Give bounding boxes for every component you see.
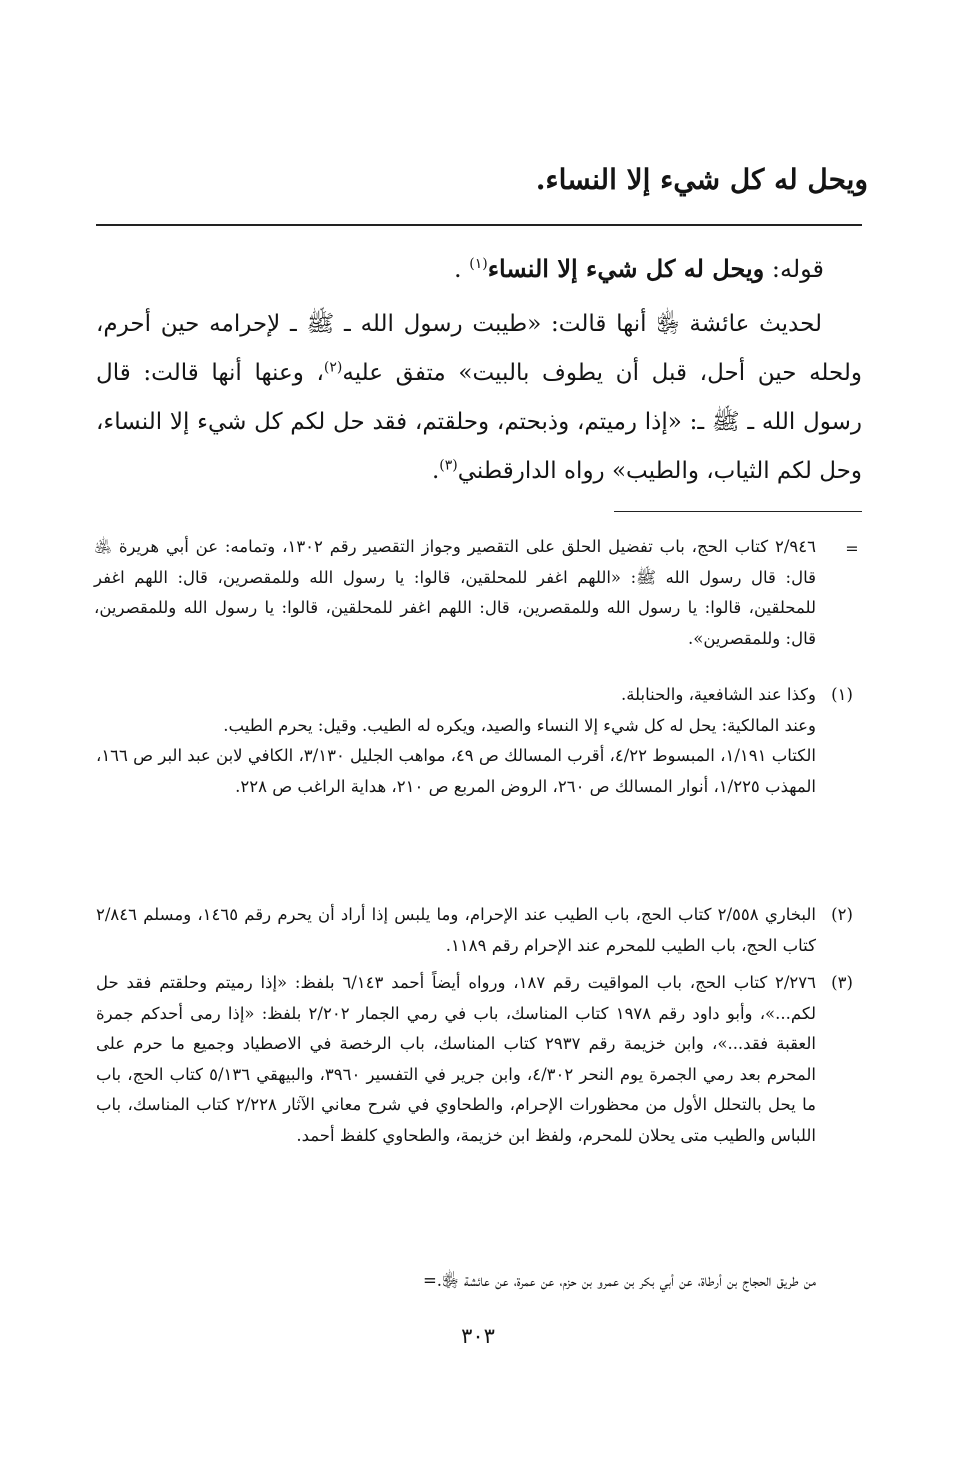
section-title: ويحل له كل شيء إلا النساء. — [535, 163, 868, 196]
footnote-tail: من طريق الحجاج بن أرطاة، عن أبي بكر بن عمرو بن حزم، عن عمرة، عن عائشة ﵂.= — [422, 1271, 816, 1290]
footnote-3 — [96, 968, 862, 1151]
page-number: ٣٠٣ — [461, 1324, 495, 1348]
paragraph-end: . — [431, 458, 440, 484]
footnote-ref-1: (١) — [469, 256, 488, 272]
paragraph-part-2: ، وعنها أنها قالت: قال رسول الله ـ ﷺ ـ: «إذا رميتم، وذبحتم، وحلقتم، فقد حل لكم كل شيء إلا النساء، وحل لكم الثياب، والطيب» رواه الدارقطني — [96, 360, 862, 484]
main-paragraph — [96, 300, 862, 496]
footnote-2-text: البخاري ٢/٥٥٨ كتاب الحج، باب الطيب عند الإحرام، وما يلبس إذا أراد أن يحرم رقم ١٤٦٥، ومسلم ٢/٨٤٦ كتاب الحج، باب الطيب للمحرم عند الإحرام رقم ١١٨٩. — [96, 905, 816, 955]
footnote-divider — [614, 511, 862, 512]
lead-prefix: قوله: — [771, 255, 824, 283]
lead-line — [104, 246, 824, 292]
footnote-1-line: وكذا عند الشافعية، والحنابلة. — [620, 685, 816, 704]
lead-quote: ويحل له كل شيء إلا النساء — [487, 254, 765, 283]
footnote-1-line: الكتاب ١/١٩١، المبسوط ٤/٢٢، أقرب المسالك ص ٤٩، مواهب الجليل ٣/١٣٠، الكافي لابن عبد البر ص ١٦٦، المهذب ١/٢٢٥، أنوار المسالك ص ٢٦٠، الروض المربع ص ٢١٠، هداية الراغب ص ٢٢٨. — [95, 746, 816, 796]
footnote-1-number: (١) — [831, 685, 853, 704]
footnote-2-number: (٢) — [831, 905, 853, 924]
title-divider — [96, 224, 862, 226]
footnote-3-text: ٢/٢٧٦ كتاب الحج، باب المواقيت رقم ١٨٧، ورواه أيضاً أحمد ٦/١٤٣ بلفظ: «إذا رميتم وحلقتم فقد حل لكم...»، وأبو داود رقم ١٩٧٨ كتاب المناسك، باب في رمي الجمار ٢/٢٠٢ بلفظ: «إذا رمى أحدكم جمرة العقبة فقد...»، وابن خزيمة رقم ٢٩٣٧ كتاب المناسك، باب الرخصة في الاصطياد وجميع ما حرم على المحرم بعد رمي الجمرة يوم النحر ٤/٣٠٢، وابن جرير في التفسير ٣٩٦٠، والبيهقي ٥/١٣٦ كتاب الحج، باب ما يحل بالتحلل الأول من محظورات الإحرام، والطحاوي في شرح معاني الآثار ٢/٢٢٨ كتاب المناسك، باب اللباس والطيب متى يحلان للمحرم، ولفظ ابن خزيمة، والطحاوي كلفظ أحمد. — [96, 973, 817, 1145]
footnote-ref-3: (٣) — [439, 457, 458, 474]
footnote-continuation: ٢/٩٤٦ كتاب الحج، باب تفضيل الحلق على التقصير وجواز التقصير رقم ١٣٠٢، وتمامه: عن أبي هريرة ﵁ قال: قال رسول الله ﷺ: «اللهم اغفر للمحلقين، قالوا: يا رسول الله وللمقصرين، قال: اللهم اغفر للمحلقين، قالوا: يا رسول الله وللمقصرين، قال: اللهم اغفر للمحلقين، قالوا: يا رسول الله وللمقصرين، قال: وللمقصرين». — [94, 537, 816, 648]
footnote-1-line: وعند المالكية: يحل له كل شيء إلا النساء والصيد، ويكره له الطيب. وقيل: يحرم الطيب. — [223, 715, 816, 735]
footnote-3-number: (٣) — [831, 973, 853, 992]
footnote-ref-2: (٢) — [323, 359, 343, 376]
lead-end: . — [453, 255, 462, 283]
paragraph-part-1: لحديث عائشة ﵂ أنها قالت: «طيبت رسول الله ـ ﷺ ـ لإحرامه حين أحرم، ولحله حين أحل، قبل أن يطوف بالبيت» متفق عليه — [96, 311, 862, 386]
footnote-2 — [96, 900, 862, 961]
footnote-continuation-mark: = — [845, 539, 859, 558]
footnote-1 — [96, 680, 862, 802]
